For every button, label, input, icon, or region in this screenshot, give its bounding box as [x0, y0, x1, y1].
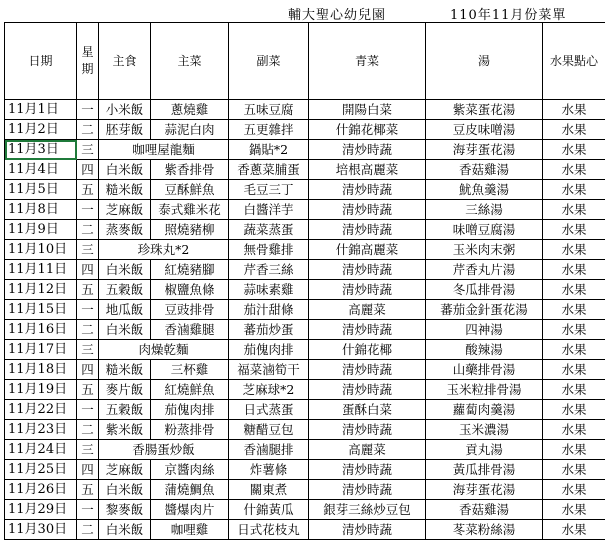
cell-side-dish[interactable]: 五更雜拌 [229, 120, 309, 140]
cell-side-dish[interactable]: 芝麻球*2 [229, 380, 309, 400]
cell-main-dish[interactable]: 椒鹽魚條 [151, 280, 229, 300]
school-name: 輔大聖心幼兒園 [288, 8, 387, 23]
cell-main-dish[interactable]: 咖哩雞 [151, 520, 229, 540]
col-header-weekday[interactable] [77, 23, 99, 100]
table-row [5, 220, 605, 240]
cell-staple[interactable]: 芝麻飯 [99, 460, 151, 480]
cell-staple[interactable]: 芝麻飯 [99, 200, 151, 220]
cell-vegetable[interactable]: 什錦花椰菜 [309, 120, 426, 140]
cell-staple-main-merged[interactable]: 肉燥乾麵 [99, 340, 229, 360]
table-row [5, 520, 605, 540]
cell-staple[interactable]: 白米飯 [99, 160, 151, 180]
cell-dessert[interactable]: 水果 [543, 220, 605, 240]
cell-soup[interactable]: 芹香丸片湯 [426, 260, 543, 280]
cell-main-dish[interactable]: 紅燒豬腳 [151, 260, 229, 280]
cell-vegetable[interactable]: 清炒時蔬 [309, 360, 426, 380]
cell-side-dish[interactable]: 日式蒸蛋 [229, 400, 309, 420]
cell-side-dish[interactable]: 蔬菜蒸蛋 [229, 220, 309, 240]
cell-weekday[interactable]: 二 [77, 520, 99, 540]
cell-staple[interactable]: 五穀飯 [99, 280, 151, 300]
cell-side-dish[interactable]: 糖醋豆包 [229, 420, 309, 440]
table-row [5, 180, 605, 200]
cell-date[interactable]: 11月25日 [5, 460, 77, 480]
col-header-staple[interactable]: 主食 [99, 23, 151, 100]
cell-main-dish[interactable]: 醬爆肉片 [151, 500, 229, 520]
cell-staple[interactable]: 胚芽飯 [99, 120, 151, 140]
cell-weekday[interactable]: 二 [77, 420, 99, 440]
cell-main-dish[interactable]: 香滷雞腿 [151, 320, 229, 340]
cell-soup[interactable]: 苳菜粉絲湯 [426, 520, 543, 540]
cell-date[interactable]: 11月15日 [5, 300, 77, 320]
col-header-main-dish[interactable]: 主菜 [151, 23, 229, 100]
table-row [5, 340, 605, 360]
cell-vegetable[interactable]: 什錦高麗菜 [309, 240, 426, 260]
cell-dessert[interactable]: 水果 [543, 320, 605, 340]
cell-dessert[interactable]: 水果 [543, 240, 605, 260]
cell-dessert[interactable]: 水果 [543, 520, 605, 540]
table-row [5, 320, 605, 340]
cell-weekday[interactable]: 五 [77, 380, 99, 400]
cell-date[interactable]: 11月11日 [5, 260, 77, 280]
cell-main-dish[interactable]: 豆豉排骨 [151, 300, 229, 320]
weekday-header-char-2: 期 [81, 62, 94, 76]
cell-weekday[interactable]: 四 [77, 460, 99, 480]
cell-soup[interactable]: 蕃茄金針蛋花湯 [426, 300, 543, 320]
cell-main-dish[interactable]: 京醬肉絲 [151, 460, 229, 480]
cell-vegetable[interactable]: 清炒時蔬 [309, 260, 426, 280]
cell-side-dish[interactable]: 白醬洋芋 [229, 200, 309, 220]
cell-staple[interactable]: 糙米飯 [99, 360, 151, 380]
col-header-side-dish[interactable]: 副菜 [229, 23, 309, 100]
cell-vegetable[interactable]: 清炒時蔬 [309, 200, 426, 220]
cell-weekday[interactable]: 二 [77, 220, 99, 240]
cell-date[interactable]: 11月2日 [5, 120, 77, 140]
cell-staple[interactable]: 白米飯 [99, 480, 151, 500]
cell-staple[interactable]: 麥片飯 [99, 380, 151, 400]
cell-weekday[interactable]: 二 [77, 320, 99, 340]
cell-date[interactable]: 11月17日 [5, 340, 77, 360]
cell-dessert[interactable]: 水果 [543, 300, 605, 320]
cell-main-dish[interactable]: 蔥燒雞 [151, 100, 229, 120]
cell-vegetable[interactable]: 什錦花椰 [309, 340, 426, 360]
table-row [5, 200, 605, 220]
cell-dessert[interactable]: 水果 [543, 440, 605, 460]
cell-staple[interactable]: 蒸麥飯 [99, 220, 151, 240]
cell-staple[interactable]: 黎麥飯 [99, 500, 151, 520]
cell-vegetable[interactable]: 高麗菜 [309, 300, 426, 320]
cell-vegetable[interactable]: 蛋酥白菜 [309, 400, 426, 420]
cell-soup[interactable]: 貢丸湯 [426, 440, 543, 460]
cell-main-dish[interactable]: 紅燒鮮魚 [151, 380, 229, 400]
cell-soup[interactable]: 三絲湯 [426, 200, 543, 220]
cell-vegetable[interactable]: 開陽白菜 [309, 100, 426, 120]
cell-staple[interactable]: 白米飯 [99, 320, 151, 340]
cell-date[interactable]: 11月24日 [5, 440, 77, 460]
cell-vegetable[interactable]: 清炒時蔬 [309, 140, 426, 160]
cell-weekday[interactable]: 一 [77, 400, 99, 420]
cell-weekday[interactable]: 一 [77, 500, 99, 520]
table-row [5, 420, 605, 440]
table-row [5, 260, 605, 280]
cell-weekday[interactable]: 一 [77, 300, 99, 320]
cell-side-dish[interactable]: 香蔥菜脯蛋 [229, 160, 309, 180]
cell-weekday[interactable]: 五 [77, 180, 99, 200]
cell-side-dish[interactable]: 炸薯條 [229, 460, 309, 480]
cell-date[interactable]: 11月9日 [5, 220, 77, 240]
cell-vegetable[interactable]: 高麗菜 [309, 440, 426, 460]
cell-dessert[interactable]: 水果 [543, 380, 605, 400]
cell-vegetable[interactable]: 清炒時蔬 [309, 380, 426, 400]
cell-soup[interactable]: 玉米粒排骨湯 [426, 380, 543, 400]
cell-date[interactable]: 11月10日 [5, 240, 77, 260]
cell-soup[interactable]: 香菇雞湯 [426, 160, 543, 180]
cell-staple[interactable]: 地瓜飯 [99, 300, 151, 320]
cell-vegetable[interactable]: 清炒時蔬 [309, 320, 426, 340]
cell-staple[interactable]: 小米飯 [99, 100, 151, 120]
cell-main-dish[interactable]: 蒲燒鯛魚 [151, 480, 229, 500]
cell-dessert[interactable]: 水果 [543, 200, 605, 220]
cell-date[interactable]: 11月26日 [5, 480, 77, 500]
cell-weekday[interactable]: 三 [77, 140, 99, 160]
cell-weekday[interactable]: 三 [77, 240, 99, 260]
cell-side-dish[interactable]: 茄汁甜條 [229, 300, 309, 320]
cell-side-dish[interactable]: 關東煮 [229, 480, 309, 500]
cell-date[interactable]: 11月22日 [5, 400, 77, 420]
cell-date[interactable]: 11月29日 [5, 500, 77, 520]
table-row [5, 240, 605, 260]
weekday-header-char-1: 星 [81, 45, 94, 59]
cell-vegetable[interactable]: 清炒時蔬 [309, 460, 426, 480]
cell-dessert[interactable]: 水果 [543, 120, 605, 140]
cell-side-dish[interactable]: 茄傀肉排 [229, 340, 309, 360]
cell-dessert[interactable]: 水果 [543, 480, 605, 500]
table-row [5, 360, 605, 380]
cell-side-dish[interactable]: 福菜滷筍干 [229, 360, 309, 380]
cell-side-dish[interactable]: 什錦黃瓜 [229, 500, 309, 520]
header-row [5, 23, 605, 100]
cell-side-dish[interactable]: 無骨雞排 [229, 240, 309, 260]
cell-main-dish[interactable]: 蒜泥白肉 [151, 120, 229, 140]
cell-soup[interactable]: 魷魚羹湯 [426, 180, 543, 200]
cell-vegetable[interactable]: 清炒時蔬 [309, 280, 426, 300]
cell-soup[interactable]: 黃瓜排骨湯 [426, 460, 543, 480]
cell-dessert[interactable]: 水果 [543, 400, 605, 420]
cell-weekday[interactable]: 三 [77, 340, 99, 360]
cell-staple[interactable]: 五穀飯 [99, 400, 151, 420]
cell-dessert[interactable]: 水果 [543, 160, 605, 180]
cell-vegetable[interactable]: 清炒時蔬 [309, 180, 426, 200]
cell-vegetable[interactable]: 清炒時蔬 [309, 420, 426, 440]
cell-date[interactable]: 11月1日 [5, 100, 77, 120]
cell-weekday[interactable]: 四 [77, 260, 99, 280]
cell-side-dish[interactable]: 蒜味素雞 [229, 280, 309, 300]
table-row [5, 400, 605, 420]
cell-side-dish[interactable]: 五味豆腐 [229, 100, 309, 120]
cell-vegetable[interactable]: 清炒時蔬 [309, 480, 426, 500]
cell-staple[interactable]: 白米飯 [99, 520, 151, 540]
cell-weekday[interactable]: 二 [77, 120, 99, 140]
table-row [5, 100, 605, 120]
menu-title: 110年11月份菜單 [450, 8, 567, 23]
table-row [5, 380, 605, 400]
cell-soup[interactable]: 香菇雞湯 [426, 500, 543, 520]
cell-weekday[interactable]: 五 [77, 480, 99, 500]
table-row [5, 140, 605, 160]
cell-soup[interactable]: 海芽蛋花湯 [426, 480, 543, 500]
cell-weekday[interactable]: 一 [77, 200, 99, 220]
cell-side-dish[interactable]: 鍋貼*2 [229, 140, 309, 160]
cell-dessert[interactable]: 水果 [543, 340, 605, 360]
cell-soup[interactable]: 玉米肉末粥 [426, 240, 543, 260]
table-row [5, 120, 605, 140]
cell-dessert[interactable]: 水果 [543, 460, 605, 480]
cell-date[interactable]: 11月19日 [5, 380, 77, 400]
cell-staple[interactable]: 糙米飯 [99, 180, 151, 200]
menu-table [4, 22, 605, 540]
cell-staple-main-merged[interactable]: 香腸蛋炒飯 [99, 440, 229, 460]
cell-dessert[interactable]: 水果 [543, 500, 605, 520]
cell-soup[interactable]: 味噌豆腐湯 [426, 220, 543, 240]
col-header-vegetable[interactable]: 青菜 [309, 23, 426, 100]
cell-main-dish[interactable]: 豆酥鮮魚 [151, 180, 229, 200]
cell-date[interactable]: 11月3日 [5, 140, 77, 160]
cell-staple[interactable]: 白米飯 [99, 260, 151, 280]
cell-date[interactable]: 11月18日 [5, 360, 77, 380]
table-row [5, 500, 605, 520]
cell-side-dish[interactable]: 毛豆三丁 [229, 180, 309, 200]
cell-soup[interactable]: 蘿蔔肉羹湯 [426, 400, 543, 420]
cell-soup[interactable]: 海芽蛋花湯 [426, 140, 543, 160]
cell-side-dish[interactable]: 香滷腿排 [229, 440, 309, 460]
cell-weekday[interactable]: 三 [77, 440, 99, 460]
menu-body [5, 100, 605, 540]
cell-date[interactable]: 11月12日 [5, 280, 77, 300]
table-row [5, 160, 605, 180]
cell-soup[interactable]: 酸辣湯 [426, 340, 543, 360]
cell-date[interactable]: 11月8日 [5, 200, 77, 220]
cell-main-dish[interactable]: 紫香排骨 [151, 160, 229, 180]
cell-date[interactable]: 11月30日 [5, 520, 77, 540]
cell-soup[interactable]: 豆皮味噌湯 [426, 120, 543, 140]
cell-dessert[interactable]: 水果 [543, 360, 605, 380]
cell-main-dish[interactable]: 粉蒸排骨 [151, 420, 229, 440]
cell-weekday[interactable]: 一 [77, 100, 99, 120]
cell-dessert[interactable]: 水果 [543, 260, 605, 280]
table-row [5, 300, 605, 320]
cell-side-dish[interactable]: 芹香三絲 [229, 260, 309, 280]
cell-dessert[interactable]: 水果 [543, 140, 605, 160]
cell-side-dish[interactable]: 日式花枝丸 [229, 520, 309, 540]
cell-vegetable[interactable]: 培根高麗菜 [309, 160, 426, 180]
cell-side-dish[interactable]: 蕃茄炒蛋 [229, 320, 309, 340]
cell-weekday[interactable]: 四 [77, 160, 99, 180]
cell-vegetable[interactable]: 銀芽三絲炒豆包 [309, 500, 426, 520]
cell-main-dish[interactable]: 茄傀肉排 [151, 400, 229, 420]
cell-staple-main-merged[interactable]: 咖哩屋龍麵 [99, 140, 229, 160]
table-row [5, 480, 605, 500]
cell-date[interactable]: 11月5日 [5, 180, 77, 200]
table-row [5, 460, 605, 480]
cell-staple[interactable]: 紫米飯 [99, 420, 151, 440]
cell-weekday[interactable]: 五 [77, 280, 99, 300]
col-header-dessert[interactable]: 水果點心 [543, 23, 605, 100]
cell-soup[interactable]: 山藥排骨湯 [426, 360, 543, 380]
cell-dessert[interactable]: 水果 [543, 180, 605, 200]
cell-dessert[interactable]: 水果 [543, 420, 605, 440]
cell-main-dish[interactable]: 照燒豬柳 [151, 220, 229, 240]
table-row [5, 280, 605, 300]
cell-main-dish[interactable]: 三杯雞 [151, 360, 229, 380]
cell-vegetable[interactable]: 清炒時蔬 [309, 220, 426, 240]
col-header-date[interactable]: 日期 [5, 23, 77, 100]
cell-date[interactable]: 11月4日 [5, 160, 77, 180]
cell-dessert[interactable]: 水果 [543, 280, 605, 300]
col-header-soup[interactable]: 湯 [426, 23, 543, 100]
cell-date[interactable]: 11月23日 [5, 420, 77, 440]
cell-main-dish[interactable]: 泰式雞米花 [151, 200, 229, 220]
cell-weekday[interactable]: 四 [77, 360, 99, 380]
cell-dessert[interactable]: 水果 [543, 100, 605, 120]
cell-soup[interactable]: 紫菜蛋花湯 [426, 100, 543, 120]
cell-soup[interactable]: 四神湯 [426, 320, 543, 340]
cell-date[interactable]: 11月16日 [5, 320, 77, 340]
cell-soup[interactable]: 玉米濃湯 [426, 420, 543, 440]
cell-staple-main-merged[interactable]: 珍珠丸*2 [99, 240, 229, 260]
cell-vegetable[interactable]: 清炒時蔬 [309, 520, 426, 540]
table-row [5, 440, 605, 460]
cell-soup[interactable]: 冬瓜排骨湯 [426, 280, 543, 300]
